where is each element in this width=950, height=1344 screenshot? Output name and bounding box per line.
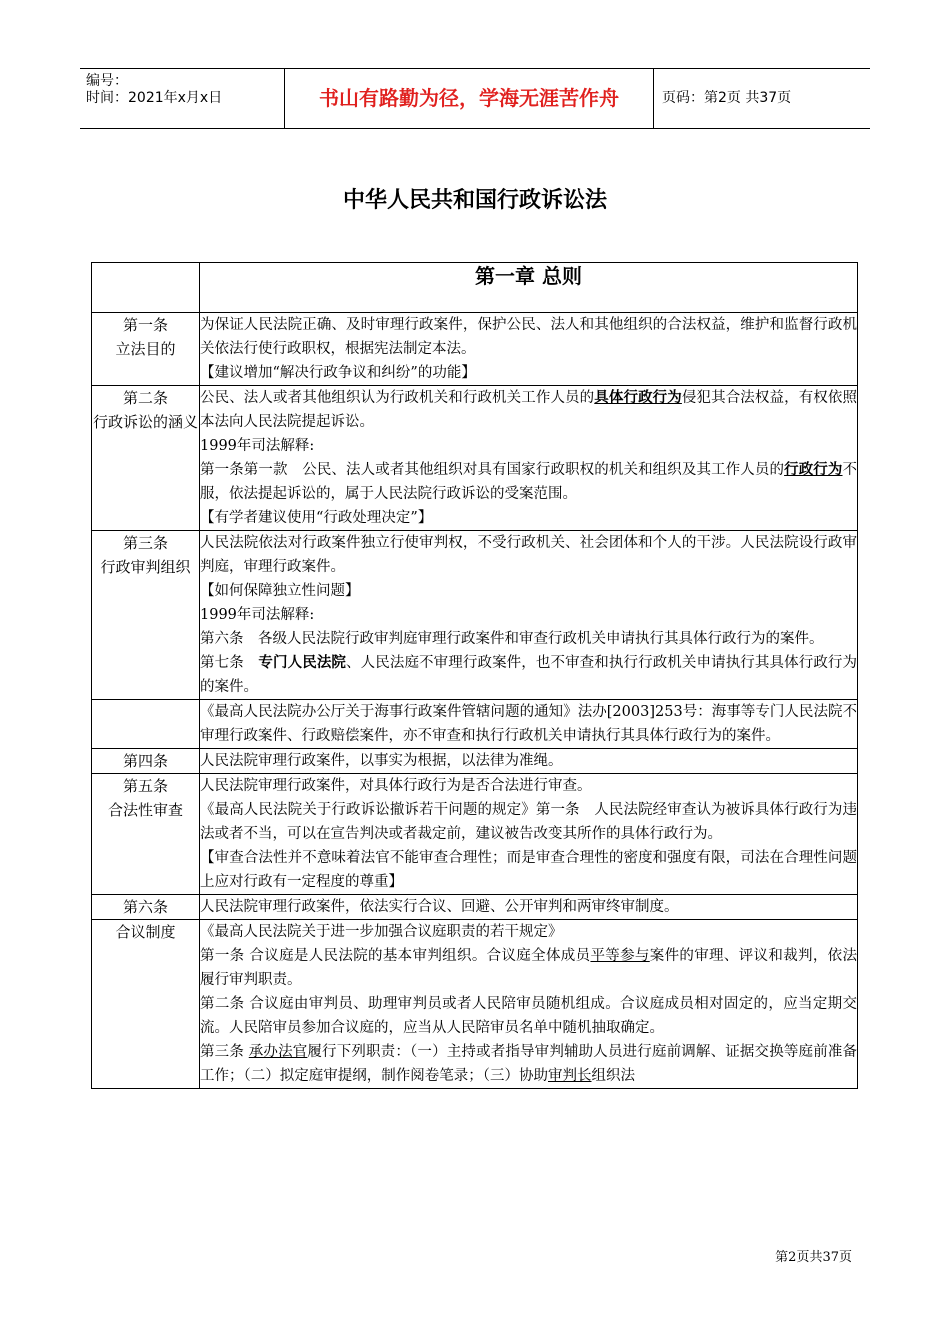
article-number: 第五条 [122, 777, 168, 795]
text-run: 组织法 [591, 1068, 635, 1084]
document-title: 中华人民共和国行政诉讼法 [342, 188, 607, 213]
text-run: 第七条 [200, 655, 259, 671]
text-run: 第一条第一款 公民、法人或者其他组织对具有国家行政职权的机关和组织及其工作人员的 [200, 462, 785, 478]
article-topic: 行政诉讼的涵义 [92, 413, 198, 431]
text-run: 第一条 合议庭是人民法院的基本审判组织。合议庭全体成员 [200, 948, 591, 964]
article-row-2 [92, 386, 858, 531]
article-number: 第二条 [122, 389, 168, 407]
text-run: 侵犯其合法权益，有权依照本法向人民法院提起诉讼。 [200, 390, 858, 430]
article-row-6 [92, 895, 858, 920]
article-text: 人民法院审理行政案件，以事实为根据，以法律为准绳。 [200, 753, 563, 769]
article-label-cell [92, 700, 200, 749]
text-run: 第三条 [200, 1044, 249, 1060]
article-row-4 [92, 749, 858, 774]
article-row-3b [92, 700, 858, 749]
article-topic: 立法目的 [115, 340, 176, 358]
emphasis-term: 专门人民法院 [258, 654, 347, 671]
article-note: 【审查合法性并不意味着法官不能审查合理性；而是审查合理性的密度和强度有限，司法在合理性问题上应对行政有一定程度的尊重】 [200, 850, 857, 890]
article-note: 【如何保障独立性问题】 [200, 583, 360, 599]
header-page-info: 页码：第2页 共37页 [662, 90, 792, 106]
article-label-cell [92, 774, 200, 895]
interpretation-text: 第六条 各级人民法院行政审判庭审理行政案件和审查行政机关申请执行其具体行政行为的案件。 [200, 631, 824, 647]
notice-text: 《最高人民法院办公厅关于海事行政案件管辖问题的通知》法办[2003]253号：海事等专门人民法院不审理行政案件、行政赔偿案件，亦不审查和执行行政机关申请执行其具体行政行为的案件。 [200, 704, 857, 744]
page-header [80, 68, 870, 129]
regulation-text [200, 944, 857, 992]
text-run: 案件的审理、评议和裁判，依法履行审判职责。 [200, 948, 858, 988]
article-text: 为保证人民法院正确、及时审理行政案件，保护公民、法人和其他组织的合法权益，维护和监督行政机关依法行使行政职权，根据宪法制定本法。 [200, 317, 857, 357]
article-text: 人民法院审理行政案件，对具体行政行为是否合法进行审查。 [200, 778, 592, 794]
article-content-cell [200, 313, 858, 386]
chapter-row [92, 263, 858, 313]
page-footer: 第2页共37页 [775, 1250, 852, 1265]
article-row-3 [92, 531, 858, 700]
article-topic: 合法性审查 [107, 801, 183, 819]
text-run: 、人民法庭不审理行政案件，也不审查和执行行政机关申请执行其具体行政行为的案件。 [200, 655, 858, 695]
emphasis-term: 承办法官 [248, 1044, 308, 1060]
header-meta [80, 69, 284, 128]
article-label-cell [92, 749, 200, 774]
article-text [200, 386, 857, 434]
article-number: 第四条 [122, 752, 168, 770]
article-note: 【建议增加“解决行政争议和纠纷”的功能】 [200, 365, 476, 381]
interpretation-heading: 1999年司法解释: [200, 438, 315, 454]
interpretation-heading: 1999年司法解释: [200, 607, 315, 623]
article-number: 第六条 [122, 898, 168, 916]
emphasis-term: 具体行政行为 [594, 389, 682, 406]
chapter-title: 第一章 总则 [200, 263, 858, 313]
interpretation-text [200, 651, 857, 699]
article-number: 第一条 [122, 316, 168, 334]
regulation-text: 《最高人民法院关于行政诉讼撤诉若干问题的规定》第一条 人民法院经审查认为被诉具体行政行为违法或者不当，可以在宣告判决或者裁定前，建议被告改变其所作的具体行政行为。 [200, 802, 857, 842]
article-text: 人民法院审理行政案件，依法实行合议、回避、公开审判和两审终审制度。 [200, 899, 679, 915]
article-label-cell [92, 920, 200, 1089]
article-label-cell [92, 313, 200, 386]
article-content-cell [200, 749, 858, 774]
regulation-text [200, 1040, 857, 1088]
article-row-5 [92, 774, 858, 895]
text-run: 不服，依法提起诉讼的，属于人民法院行政诉讼的受案范围。 [200, 462, 858, 502]
article-content-cell [200, 920, 858, 1089]
text-run: 履行下列职责：（一）主持或者指导审判辅助人员进行庭前调解、证据交换等庭前准备工作；（二）拟定庭审提纲，制作阅卷笔录；（三）协助 [200, 1044, 858, 1084]
interpretation-text [200, 458, 857, 506]
article-label-cell [92, 531, 200, 700]
emphasis-term: 平等参与 [590, 948, 650, 964]
article-number: 第三条 [122, 534, 168, 552]
regulation-title: 《最高人民法院关于进一步加强合议庭职责的若干规定》 [200, 924, 563, 940]
article-row-1 [92, 313, 858, 386]
article-row-7 [92, 920, 858, 1089]
article-content-cell [200, 700, 858, 749]
article-content-cell [200, 895, 858, 920]
header-slogan: 书山有路勤为径，学海无涯苦作舟 [284, 69, 654, 128]
law-table [91, 262, 858, 1089]
article-content-cell [200, 386, 858, 531]
article-content-cell [200, 531, 858, 700]
article-text: 人民法院依法对行政案件独立行使审判权，不受行政机关、社会团体和个人的干涉。人民法院设行政审判庭，审理行政案件。 [200, 535, 857, 575]
header-number: 编号： [86, 73, 128, 89]
emphasis-term: 审判长 [548, 1068, 592, 1084]
text-run: 公民、法人或者其他组织认为行政机关和行政机关工作人员的 [200, 390, 595, 406]
article-content-cell [200, 774, 858, 895]
emphasis-term: 行政行为 [784, 461, 843, 478]
article-label-cell [92, 895, 200, 920]
regulation-text: 第二条 合议庭由审判员、助理审判员或者人民陪审员随机组成。合议庭成员相对固定的，应当定期交流。人民陪审员参加合议庭的，应当从人民陪审员名单中随机抽取确定。 [200, 996, 857, 1036]
article-topic: 合议制度 [115, 923, 176, 941]
chapter-label-cell [92, 263, 200, 313]
article-topic: 行政审判组织 [100, 558, 191, 576]
article-label-cell [92, 386, 200, 531]
header-time: 时间：2021年x月x日 [86, 90, 223, 106]
article-note: 【有学者建议使用“行政处理决定”】 [200, 510, 433, 526]
